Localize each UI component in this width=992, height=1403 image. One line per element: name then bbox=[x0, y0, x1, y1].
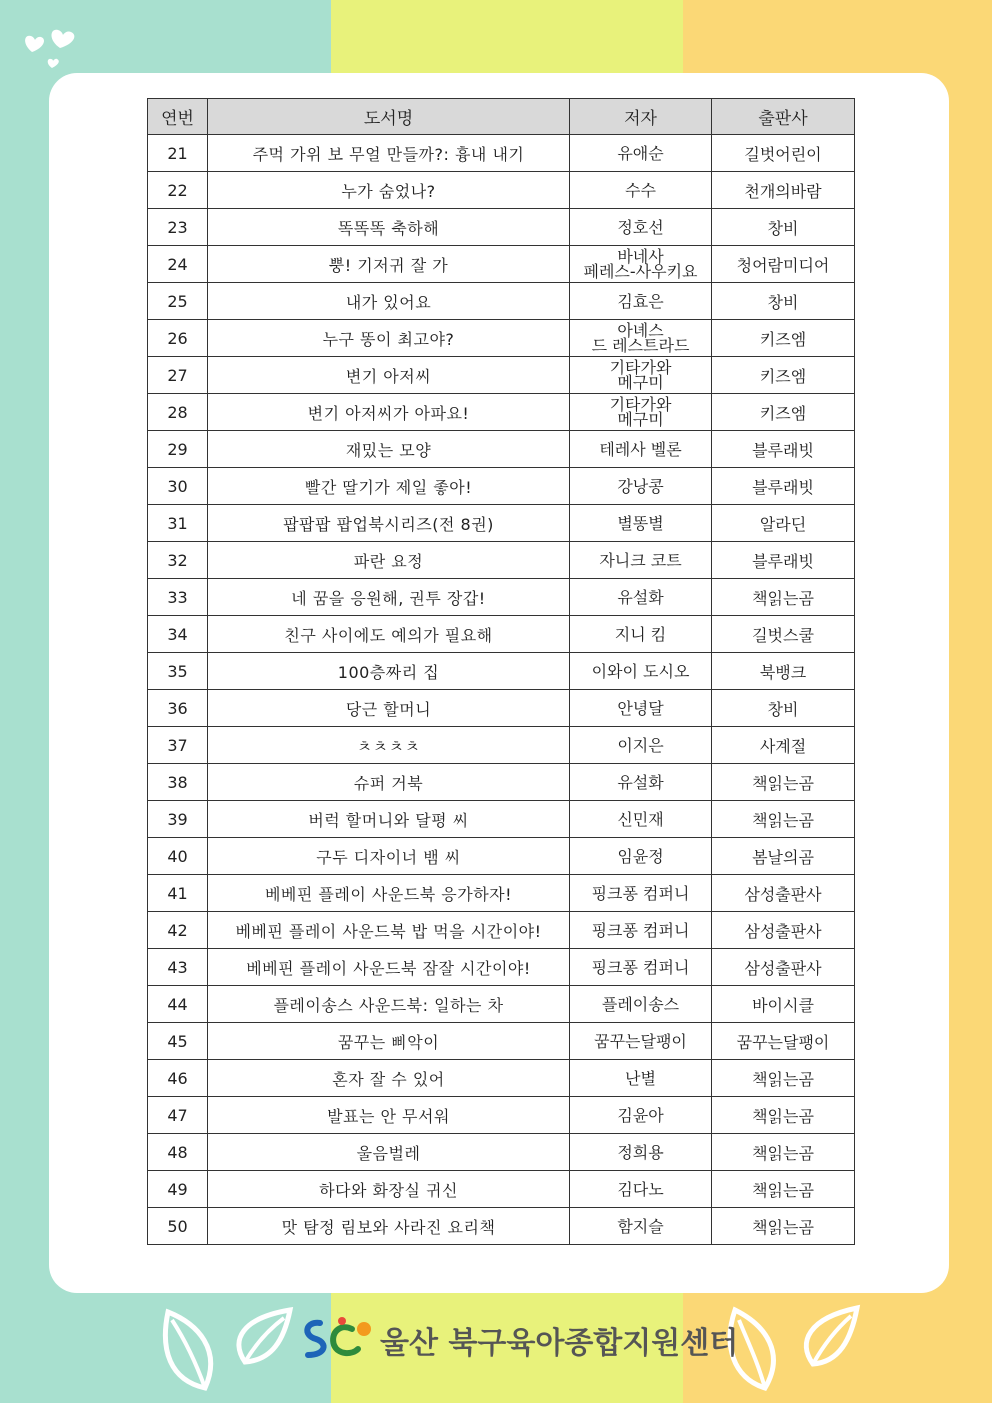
cell-title: 베베핀 플레이 사운드북 잠잘 시간이야! bbox=[208, 949, 570, 986]
cell-number: 27 bbox=[148, 357, 208, 394]
table-row bbox=[148, 1060, 855, 1097]
cell-publisher: 책읽는곰 bbox=[712, 1097, 855, 1134]
cell-publisher: 키즈엠 bbox=[712, 320, 855, 357]
cell-author: 강낭콩 bbox=[570, 468, 712, 505]
cell-author: 별똥별 bbox=[570, 505, 712, 542]
table-row bbox=[148, 616, 855, 653]
table-row bbox=[148, 246, 855, 283]
cell-title: 주먹 가위 보 무얼 만들까?: 흉내 내기 bbox=[208, 135, 570, 172]
cell-title: 누가 숨었나? bbox=[208, 172, 570, 209]
cell-number: 39 bbox=[148, 801, 208, 838]
cell-publisher: 길벗스쿨 bbox=[712, 616, 855, 653]
cell-title: 당근 할머니 bbox=[208, 690, 570, 727]
cell-publisher: 창비 bbox=[712, 690, 855, 727]
table-row bbox=[148, 912, 855, 949]
cell-number: 38 bbox=[148, 764, 208, 801]
cell-publisher: 책읽는곰 bbox=[712, 579, 855, 616]
table-row bbox=[148, 653, 855, 690]
cell-author: 유설화 bbox=[570, 579, 712, 616]
cell-publisher: 꿈꾸는달팽이 bbox=[712, 1023, 855, 1060]
cell-number: 36 bbox=[148, 690, 208, 727]
cell-author: 플레이송스 bbox=[570, 986, 712, 1023]
cell-title: 맛 탐정 림보와 사라진 요리책 bbox=[208, 1208, 570, 1245]
cell-number: 43 bbox=[148, 949, 208, 986]
cell-publisher: 책읽는곰 bbox=[712, 1060, 855, 1097]
header-publisher: 출판사 bbox=[712, 99, 855, 135]
cell-author: 정희용 bbox=[570, 1134, 712, 1171]
cell-publisher: 삼성출판사 bbox=[712, 949, 855, 986]
book-list-table bbox=[147, 98, 855, 1245]
cell-publisher: 길벗어린이 bbox=[712, 135, 855, 172]
cell-number: 49 bbox=[148, 1171, 208, 1208]
cell-publisher: 삼성출판사 bbox=[712, 875, 855, 912]
cell-number: 48 bbox=[148, 1134, 208, 1171]
cell-title: 슈퍼 거북 bbox=[208, 764, 570, 801]
header-number: 연번 bbox=[148, 99, 208, 135]
cell-author: 이와이 도시오 bbox=[570, 653, 712, 690]
table-row bbox=[148, 801, 855, 838]
cell-title: 똑똑똑 축하해 bbox=[208, 209, 570, 246]
cell-publisher: 책읽는곰 bbox=[712, 1208, 855, 1245]
cell-title: 100층짜리 집 bbox=[208, 653, 570, 690]
cell-title: 뿡! 기저귀 잘 가 bbox=[208, 246, 570, 283]
cell-number: 32 bbox=[148, 542, 208, 579]
cell-number: 29 bbox=[148, 431, 208, 468]
leaf-icon-right bbox=[725, 1300, 865, 1392]
cell-number: 47 bbox=[148, 1097, 208, 1134]
cell-publisher: 책읽는곰 bbox=[712, 764, 855, 801]
cell-title: 누구 똥이 최고야? bbox=[208, 320, 570, 357]
cell-title: 재밌는 모양 bbox=[208, 431, 570, 468]
table-row bbox=[148, 1023, 855, 1060]
cell-author: 함지슬 bbox=[570, 1208, 712, 1245]
cell-number: 22 bbox=[148, 172, 208, 209]
cell-number: 45 bbox=[148, 1023, 208, 1060]
cell-number: 44 bbox=[148, 986, 208, 1023]
cell-number: 31 bbox=[148, 505, 208, 542]
cell-title: 플레이송스 사운드북: 일하는 차 bbox=[208, 986, 570, 1023]
cell-number: 30 bbox=[148, 468, 208, 505]
cell-number: 21 bbox=[148, 135, 208, 172]
table-row bbox=[148, 1208, 855, 1245]
cell-title: 울음벌레 bbox=[208, 1134, 570, 1171]
cell-number: 40 bbox=[148, 838, 208, 875]
cell-publisher: 책읽는곰 bbox=[712, 801, 855, 838]
cell-number: 37 bbox=[148, 727, 208, 764]
cell-publisher: 블루래빗 bbox=[712, 431, 855, 468]
table-row bbox=[148, 727, 855, 764]
org-name: 울산 북구육아종합지원센터 bbox=[380, 1326, 739, 1361]
table-row bbox=[148, 468, 855, 505]
cell-publisher: 책읽는곰 bbox=[712, 1134, 855, 1171]
cell-author: 신민재 bbox=[570, 801, 712, 838]
cell-publisher: 청어람미디어 bbox=[712, 246, 855, 283]
cell-title: 발표는 안 무서워 bbox=[208, 1097, 570, 1134]
cell-author: 이지은 bbox=[570, 727, 712, 764]
heart-icon bbox=[18, 22, 82, 72]
header-title: 도서명 bbox=[208, 99, 570, 135]
cell-author: 자니크 코트 bbox=[570, 542, 712, 579]
cell-number: 34 bbox=[148, 616, 208, 653]
cell-publisher: 블루래빗 bbox=[712, 542, 855, 579]
cell-title: 베베핀 플레이 사운드북 응가하자! bbox=[208, 875, 570, 912]
cell-publisher: 바이시클 bbox=[712, 986, 855, 1023]
cell-author: 핑크퐁 컴퍼니 bbox=[570, 949, 712, 986]
cell-title: 네 꿈을 응원해, 권투 장갑! bbox=[208, 579, 570, 616]
table-row bbox=[148, 1097, 855, 1134]
cell-author: 난별 bbox=[570, 1060, 712, 1097]
cell-title: 꿈꾸는 삐악이 bbox=[208, 1023, 570, 1060]
cell-publisher: 천개의바람 bbox=[712, 172, 855, 209]
cell-publisher: 삼성출판사 bbox=[712, 912, 855, 949]
cell-number: 42 bbox=[148, 912, 208, 949]
cell-author: 김윤아 bbox=[570, 1097, 712, 1134]
cell-title: 빨간 딸기가 제일 좋아! bbox=[208, 468, 570, 505]
cell-author: 핑크퐁 컴퍼니 bbox=[570, 912, 712, 949]
cell-author: 김다노 bbox=[570, 1171, 712, 1208]
cell-publisher: 창비 bbox=[712, 209, 855, 246]
cell-number: 50 bbox=[148, 1208, 208, 1245]
table-row bbox=[148, 1134, 855, 1171]
cell-number: 25 bbox=[148, 283, 208, 320]
cell-author: 바네사 페레스-사우키요 bbox=[570, 246, 712, 283]
cell-publisher: 봄날의곰 bbox=[712, 838, 855, 875]
table-row bbox=[148, 172, 855, 209]
cell-title: 베베핀 플레이 사운드북 밥 먹을 시간이야! bbox=[208, 912, 570, 949]
cell-author: 기타가와 메구미 bbox=[570, 357, 712, 394]
cell-publisher: 블루래빗 bbox=[712, 468, 855, 505]
cell-number: 28 bbox=[148, 394, 208, 431]
cell-author: 유설화 bbox=[570, 764, 712, 801]
cell-title: 하다와 화장실 귀신 bbox=[208, 1171, 570, 1208]
cell-publisher: 창비 bbox=[712, 283, 855, 320]
header-author: 저자 bbox=[570, 99, 712, 135]
table-row bbox=[148, 949, 855, 986]
table-row bbox=[148, 690, 855, 727]
cell-author: 테레사 벨론 bbox=[570, 431, 712, 468]
cell-number: 41 bbox=[148, 875, 208, 912]
table-row bbox=[148, 986, 855, 1023]
table-row bbox=[148, 542, 855, 579]
cell-number: 26 bbox=[148, 320, 208, 357]
cell-number: 33 bbox=[148, 579, 208, 616]
cell-author: 정호선 bbox=[570, 209, 712, 246]
cell-publisher: 키즈엠 bbox=[712, 394, 855, 431]
cell-number: 46 bbox=[148, 1060, 208, 1097]
table-row bbox=[148, 431, 855, 468]
cell-author: 핑크퐁 컴퍼니 bbox=[570, 875, 712, 912]
cell-author: 수수 bbox=[570, 172, 712, 209]
table-row bbox=[148, 505, 855, 542]
cell-number: 35 bbox=[148, 653, 208, 690]
table-row bbox=[148, 1171, 855, 1208]
table-row bbox=[148, 764, 855, 801]
cell-title: 변기 아저씨 bbox=[208, 357, 570, 394]
table-row bbox=[148, 209, 855, 246]
cell-title: 구두 디자이너 뱀 씨 bbox=[208, 838, 570, 875]
cell-author: 유애순 bbox=[570, 135, 712, 172]
cell-author: 안녕달 bbox=[570, 690, 712, 727]
cell-author: 기타가와 메구미 bbox=[570, 394, 712, 431]
table-row bbox=[148, 320, 855, 357]
cell-title: 팝팝팝 팝업북시리즈(전 8권) bbox=[208, 505, 570, 542]
table-row bbox=[148, 579, 855, 616]
cell-title: 변기 아저씨가 아파요! bbox=[208, 394, 570, 431]
cell-publisher: 사계절 bbox=[712, 727, 855, 764]
cell-author: 지니 킴 bbox=[570, 616, 712, 653]
table-row bbox=[148, 875, 855, 912]
cell-title: ㅊㅊㅊㅊ bbox=[208, 727, 570, 764]
cell-title: 친구 사이에도 예의가 필요해 bbox=[208, 616, 570, 653]
table-row bbox=[148, 283, 855, 320]
cell-author: 꿈꾸는달팽이 bbox=[570, 1023, 712, 1060]
table-row bbox=[148, 838, 855, 875]
cell-publisher: 책읽는곰 bbox=[712, 1171, 855, 1208]
cell-number: 24 bbox=[148, 246, 208, 283]
cell-author: 아녜스 드 레스트라드 bbox=[570, 320, 712, 357]
cell-title: 파란 요정 bbox=[208, 542, 570, 579]
table-row bbox=[148, 357, 855, 394]
cell-number: 23 bbox=[148, 209, 208, 246]
cell-title: 혼자 잘 수 있어 bbox=[208, 1060, 570, 1097]
sc-logo-icon bbox=[298, 1315, 378, 1363]
cell-publisher: 알라딘 bbox=[712, 505, 855, 542]
cell-publisher: 북뱅크 bbox=[712, 653, 855, 690]
cell-author: 김효은 bbox=[570, 283, 712, 320]
leaf-icon bbox=[160, 1300, 300, 1392]
cell-author: 임윤정 bbox=[570, 838, 712, 875]
cell-title: 버럭 할머니와 달평 씨 bbox=[208, 801, 570, 838]
table-header-row bbox=[148, 99, 855, 135]
cell-publisher: 키즈엠 bbox=[712, 357, 855, 394]
table-row bbox=[148, 394, 855, 431]
cell-title: 내가 있어요 bbox=[208, 283, 570, 320]
table-row bbox=[148, 135, 855, 172]
